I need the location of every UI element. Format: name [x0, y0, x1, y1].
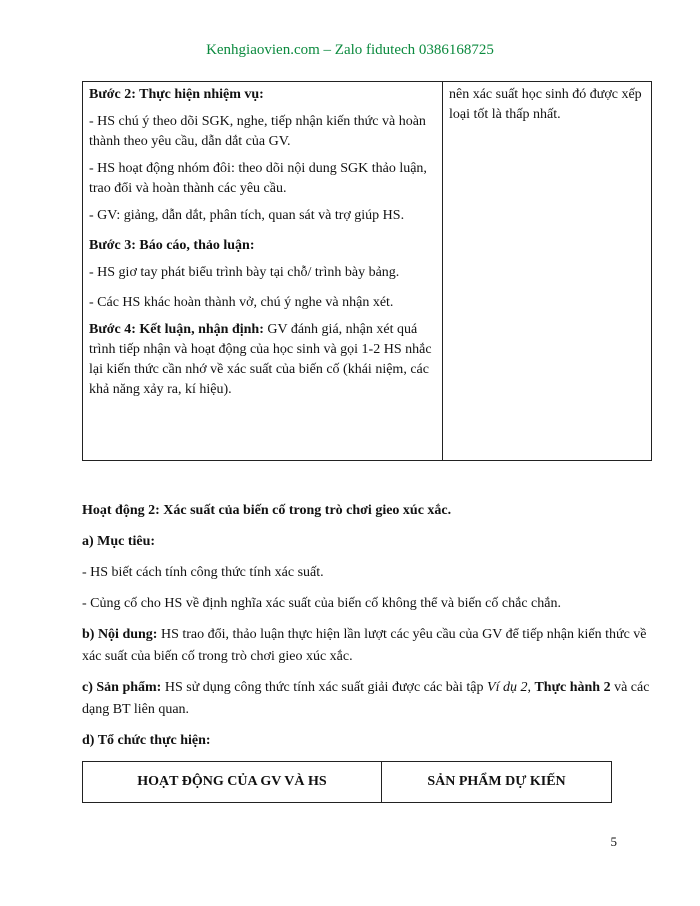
header-site: Kenhgiaovien.com [206, 42, 320, 58]
product-text: nên xác suất học sinh đó được xếp loại tốt là thấp nhất. [449, 87, 642, 122]
step2-item-1: - HS chú ý theo dõi SGK, nghe, tiếp nhận kiến thức và hoàn thành theo yêu cầu, dẫn dắt của GV. [89, 114, 426, 149]
step3-title: Bước 3: Báo cáo, thảo luận: [89, 238, 255, 253]
expected-product-cell [443, 82, 652, 461]
goal-label: a) Mục tiêu: [82, 534, 156, 549]
page-number: 5 [610, 834, 617, 849]
step2-title: Bước 2: Thực hiện nhiệm vụ: [89, 87, 264, 102]
organization-label: d) Tổ chức thực hiện: [82, 733, 211, 748]
activity-title: Hoạt động 2: Xác suất của biến cố trong trò chơi gieo xúc xắc. [82, 503, 452, 518]
activity-2-section [82, 500, 652, 761]
product-paragraph: c) Sản phẩm: HS sử dụng công thức tính xác suất giải được các bài tập Ví dụ 2, Thực hành 2 và các dạng BT liên quan. [82, 680, 650, 717]
col-header-products: SẢN PHẨM DỰ KIẾN [382, 762, 612, 803]
product-label: c) Sản phẩm: [82, 680, 162, 695]
step4-title: Bước 4: Kết luận, nhận định: [89, 322, 264, 337]
teacher-student-activity-cell [83, 82, 443, 461]
content-paragraph [82, 624, 652, 668]
step3-item-2: - Các HS khác hoàn thành vở, chú ý nghe và nhận xét. [89, 295, 394, 310]
page-header [0, 42, 700, 59]
lesson-table-continued [82, 81, 652, 461]
step2-item-3: - GV: giảng, dẫn dắt, phân tích, quan sát và trợ giúp HS. [89, 208, 405, 223]
activity-header-table [82, 761, 612, 803]
header-contact: Zalo fidutech 0386168725 [334, 42, 494, 58]
product-practice: Thực hành 2 [534, 680, 611, 695]
step4-text: GV đánh giá, nhận xét quá trình tiếp nhận và hoạt động của học sinh và gọi 1-2 HS nhắc lại kiến thức cần nhớ về xác suất của biến cố (khái niệm, các khả năng xảy ra, kí hiệu). [89, 322, 432, 397]
col-header-activities: HOẠT ĐỘNG CỦA GV VÀ HS [83, 762, 382, 803]
goal-item-1: - HS biết cách tính công thức tính xác suất. [82, 565, 324, 580]
step4-paragraph [89, 320, 435, 400]
goal-item-2: - Củng cố cho HS về định nghĩa xác suất của biến cố không thể và biến cố chắc chắn. [82, 596, 561, 611]
product-example: Ví dụ 2 [487, 680, 528, 695]
header-separator: – [319, 42, 335, 58]
step2-item-2: - HS hoạt động nhóm đôi: theo dõi nội dung SGK thảo luận, trao đổi và hoàn thành các yêu cầu. [89, 161, 427, 196]
content-text: HS trao đổi, thảo luận thực hiện lần lượt các yêu cầu của GV để tiếp nhận kiến thức về xác suất của biến cố trong trò chơi gieo xúc xắc. [82, 627, 647, 664]
content-label: b) Nội dung: [82, 627, 158, 642]
step3-item-1: - HS giơ tay phát biểu trình bày tại chỗ/ trình bày bảng. [89, 265, 400, 280]
